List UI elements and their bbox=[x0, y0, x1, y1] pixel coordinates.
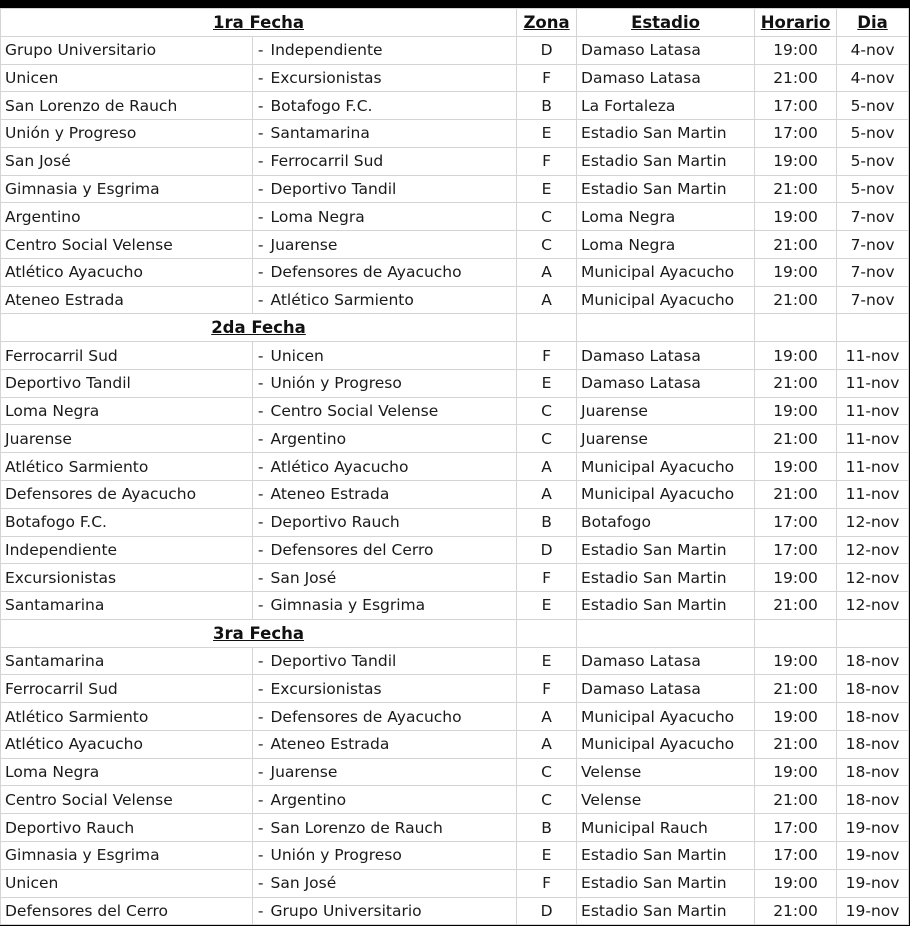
home-team: Santamarina bbox=[1, 592, 253, 620]
home-team: Independiente bbox=[1, 536, 253, 564]
zona: F bbox=[517, 64, 577, 92]
horario: 21:00 bbox=[755, 231, 837, 259]
away-team: San José bbox=[267, 869, 517, 897]
away-team: Loma Negra bbox=[267, 203, 517, 231]
dia: 12-nov bbox=[837, 564, 909, 592]
match-row bbox=[1, 453, 909, 481]
horario: 19:00 bbox=[755, 703, 837, 731]
estadio: Estadio San Martin bbox=[577, 841, 755, 869]
away-team: Defensores de Ayacucho bbox=[267, 258, 517, 286]
horario: 19:00 bbox=[755, 869, 837, 897]
horario: 19:00 bbox=[755, 647, 837, 675]
zona: E bbox=[517, 369, 577, 397]
dia: 18-nov bbox=[837, 647, 909, 675]
zona: E bbox=[517, 647, 577, 675]
fixture-sheet bbox=[0, 8, 908, 924]
home-team: Botafogo F.C. bbox=[1, 508, 253, 536]
vs-separator: - bbox=[253, 36, 267, 64]
estadio: Municipal Ayacucho bbox=[577, 286, 755, 314]
match-row bbox=[1, 647, 909, 675]
away-team: Defensores del Cerro bbox=[267, 536, 517, 564]
estadio: Juarense bbox=[577, 397, 755, 425]
dia: 7-nov bbox=[837, 231, 909, 259]
horario: 17:00 bbox=[755, 814, 837, 842]
match-row bbox=[1, 175, 909, 203]
away-team: Santamarina bbox=[267, 120, 517, 148]
vs-separator: - bbox=[253, 425, 267, 453]
estadio: Botafogo bbox=[577, 508, 755, 536]
round-title: 2da Fecha bbox=[1, 314, 517, 342]
estadio: Velense bbox=[577, 786, 755, 814]
match-row bbox=[1, 92, 909, 120]
horario: 19:00 bbox=[755, 203, 837, 231]
dia: 18-nov bbox=[837, 675, 909, 703]
match-row bbox=[1, 841, 909, 869]
home-team: Atlético Ayacucho bbox=[1, 730, 253, 758]
home-team: Unión y Progreso bbox=[1, 120, 253, 148]
round-header-row bbox=[1, 9, 909, 37]
away-team: Botafogo F.C. bbox=[267, 92, 517, 120]
home-team: Centro Social Velense bbox=[1, 786, 253, 814]
zona: A bbox=[517, 481, 577, 509]
zona: A bbox=[517, 730, 577, 758]
zona: E bbox=[517, 175, 577, 203]
zona: E bbox=[517, 592, 577, 620]
home-team: Loma Negra bbox=[1, 397, 253, 425]
vs-separator: - bbox=[253, 120, 267, 148]
zona: F bbox=[517, 869, 577, 897]
match-row bbox=[1, 703, 909, 731]
estadio: Velense bbox=[577, 758, 755, 786]
match-row bbox=[1, 397, 909, 425]
match-row bbox=[1, 564, 909, 592]
away-team: San José bbox=[267, 564, 517, 592]
match-row bbox=[1, 425, 909, 453]
dia: 11-nov bbox=[837, 342, 909, 370]
header-dia: Dia bbox=[837, 9, 909, 37]
home-team: Santamarina bbox=[1, 647, 253, 675]
zona: C bbox=[517, 397, 577, 425]
zona: B bbox=[517, 508, 577, 536]
dia: 11-nov bbox=[837, 425, 909, 453]
away-team: Deportivo Tandil bbox=[267, 175, 517, 203]
away-team: Excursionistas bbox=[267, 64, 517, 92]
empty-cell bbox=[755, 314, 837, 342]
home-team: Ferrocarril Sud bbox=[1, 675, 253, 703]
dia: 7-nov bbox=[837, 258, 909, 286]
away-team: Atlético Ayacucho bbox=[267, 453, 517, 481]
dia: 7-nov bbox=[837, 203, 909, 231]
zona: A bbox=[517, 286, 577, 314]
vs-separator: - bbox=[253, 508, 267, 536]
away-team: Unión y Progreso bbox=[267, 369, 517, 397]
vs-separator: - bbox=[253, 64, 267, 92]
vs-separator: - bbox=[253, 203, 267, 231]
horario: 21:00 bbox=[755, 897, 837, 925]
match-row bbox=[1, 258, 909, 286]
vs-separator: - bbox=[253, 92, 267, 120]
fixture-table bbox=[0, 8, 909, 925]
horario: 17:00 bbox=[755, 92, 837, 120]
estadio: Damaso Latasa bbox=[577, 342, 755, 370]
vs-separator: - bbox=[253, 175, 267, 203]
horario: 19:00 bbox=[755, 36, 837, 64]
dia: 11-nov bbox=[837, 397, 909, 425]
away-team: Ferrocarril Sud bbox=[267, 147, 517, 175]
away-team: Unicen bbox=[267, 342, 517, 370]
away-team: Ateneo Estrada bbox=[267, 730, 517, 758]
vs-separator: - bbox=[253, 564, 267, 592]
match-row bbox=[1, 730, 909, 758]
dia: 19-nov bbox=[837, 814, 909, 842]
estadio: Damaso Latasa bbox=[577, 675, 755, 703]
zona: E bbox=[517, 841, 577, 869]
home-team: Ferrocarril Sud bbox=[1, 342, 253, 370]
vs-separator: - bbox=[253, 231, 267, 259]
match-row bbox=[1, 36, 909, 64]
dia: 7-nov bbox=[837, 286, 909, 314]
vs-separator: - bbox=[253, 592, 267, 620]
home-team: San José bbox=[1, 147, 253, 175]
horario: 21:00 bbox=[755, 64, 837, 92]
dia: 18-nov bbox=[837, 786, 909, 814]
home-team: Defensores del Cerro bbox=[1, 897, 253, 925]
estadio: Estadio San Martin bbox=[577, 592, 755, 620]
match-row bbox=[1, 342, 909, 370]
match-row bbox=[1, 481, 909, 509]
horario: 21:00 bbox=[755, 425, 837, 453]
zona: B bbox=[517, 92, 577, 120]
horario: 19:00 bbox=[755, 758, 837, 786]
home-team: Grupo Universitario bbox=[1, 36, 253, 64]
away-team: Defensores de Ayacucho bbox=[267, 703, 517, 731]
estadio: Municipal Ayacucho bbox=[577, 453, 755, 481]
zona: F bbox=[517, 564, 577, 592]
dia: 12-nov bbox=[837, 508, 909, 536]
estadio: Estadio San Martin bbox=[577, 536, 755, 564]
estadio: Loma Negra bbox=[577, 231, 755, 259]
home-team: Atlético Ayacucho bbox=[1, 258, 253, 286]
match-row bbox=[1, 64, 909, 92]
zona: F bbox=[517, 147, 577, 175]
estadio: Municipal Ayacucho bbox=[577, 703, 755, 731]
estadio: Estadio San Martin bbox=[577, 564, 755, 592]
match-row bbox=[1, 897, 909, 925]
home-team: Ateneo Estrada bbox=[1, 286, 253, 314]
estadio: Damaso Latasa bbox=[577, 369, 755, 397]
estadio: Municipal Ayacucho bbox=[577, 730, 755, 758]
estadio: Estadio San Martin bbox=[577, 897, 755, 925]
estadio: Municipal Ayacucho bbox=[577, 481, 755, 509]
estadio: Juarense bbox=[577, 425, 755, 453]
vs-separator: - bbox=[253, 481, 267, 509]
horario: 21:00 bbox=[755, 730, 837, 758]
estadio: Loma Negra bbox=[577, 203, 755, 231]
away-team: Argentino bbox=[267, 786, 517, 814]
round-header-row bbox=[1, 314, 909, 342]
horario: 17:00 bbox=[755, 120, 837, 148]
match-row bbox=[1, 592, 909, 620]
zona: C bbox=[517, 203, 577, 231]
dia: 4-nov bbox=[837, 36, 909, 64]
estadio: Municipal Ayacucho bbox=[577, 258, 755, 286]
home-team: Juarense bbox=[1, 425, 253, 453]
horario: 19:00 bbox=[755, 453, 837, 481]
dia: 19-nov bbox=[837, 869, 909, 897]
vs-separator: - bbox=[253, 369, 267, 397]
dia: 19-nov bbox=[837, 841, 909, 869]
vs-separator: - bbox=[253, 703, 267, 731]
vs-separator: - bbox=[253, 147, 267, 175]
away-team: Atlético Sarmiento bbox=[267, 286, 517, 314]
match-row bbox=[1, 814, 909, 842]
zona: C bbox=[517, 425, 577, 453]
zona: D bbox=[517, 897, 577, 925]
horario: 21:00 bbox=[755, 592, 837, 620]
estadio: Estadio San Martin bbox=[577, 175, 755, 203]
away-team: San Lorenzo de Rauch bbox=[267, 814, 517, 842]
away-team: Juarense bbox=[267, 758, 517, 786]
dia: 5-nov bbox=[837, 147, 909, 175]
round-title: 3ra Fecha bbox=[1, 619, 517, 647]
empty-cell bbox=[837, 619, 909, 647]
away-team: Excursionistas bbox=[267, 675, 517, 703]
estadio: Damaso Latasa bbox=[577, 64, 755, 92]
vs-separator: - bbox=[253, 869, 267, 897]
away-team: Grupo Universitario bbox=[267, 897, 517, 925]
vs-separator: - bbox=[253, 258, 267, 286]
home-team: Atlético Sarmiento bbox=[1, 453, 253, 481]
horario: 17:00 bbox=[755, 536, 837, 564]
round-title: 1ra Fecha bbox=[1, 9, 517, 37]
horario: 19:00 bbox=[755, 397, 837, 425]
zona: C bbox=[517, 231, 577, 259]
home-team: Gimnasia y Esgrima bbox=[1, 175, 253, 203]
estadio: Damaso Latasa bbox=[577, 647, 755, 675]
home-team: Unicen bbox=[1, 64, 253, 92]
vs-separator: - bbox=[253, 841, 267, 869]
empty-cell bbox=[577, 619, 755, 647]
horario: 19:00 bbox=[755, 564, 837, 592]
estadio: Municipal Rauch bbox=[577, 814, 755, 842]
dia: 18-nov bbox=[837, 758, 909, 786]
empty-cell bbox=[517, 619, 577, 647]
dia: 12-nov bbox=[837, 592, 909, 620]
dia: 18-nov bbox=[837, 730, 909, 758]
dia: 19-nov bbox=[837, 897, 909, 925]
vs-separator: - bbox=[253, 647, 267, 675]
horario: 21:00 bbox=[755, 481, 837, 509]
home-team: Loma Negra bbox=[1, 758, 253, 786]
zona: D bbox=[517, 536, 577, 564]
match-row bbox=[1, 369, 909, 397]
match-row bbox=[1, 758, 909, 786]
home-team: Deportivo Rauch bbox=[1, 814, 253, 842]
dia: 5-nov bbox=[837, 92, 909, 120]
match-row bbox=[1, 869, 909, 897]
away-team: Unión y Progreso bbox=[267, 841, 517, 869]
zona: A bbox=[517, 258, 577, 286]
away-team: Argentino bbox=[267, 425, 517, 453]
horario: 21:00 bbox=[755, 175, 837, 203]
vs-separator: - bbox=[253, 286, 267, 314]
empty-cell bbox=[755, 619, 837, 647]
horario: 17:00 bbox=[755, 841, 837, 869]
horario: 21:00 bbox=[755, 786, 837, 814]
home-team: Gimnasia y Esgrima bbox=[1, 841, 253, 869]
dia: 5-nov bbox=[837, 175, 909, 203]
zona: A bbox=[517, 453, 577, 481]
dia: 4-nov bbox=[837, 64, 909, 92]
away-team: Deportivo Rauch bbox=[267, 508, 517, 536]
match-row bbox=[1, 231, 909, 259]
vs-separator: - bbox=[253, 397, 267, 425]
dia: 12-nov bbox=[837, 536, 909, 564]
zona: C bbox=[517, 758, 577, 786]
vs-separator: - bbox=[253, 536, 267, 564]
horario: 21:00 bbox=[755, 675, 837, 703]
dia: 11-nov bbox=[837, 369, 909, 397]
round-header-row bbox=[1, 619, 909, 647]
estadio: La Fortaleza bbox=[577, 92, 755, 120]
away-team: Independiente bbox=[267, 36, 517, 64]
vs-separator: - bbox=[253, 786, 267, 814]
horario: 17:00 bbox=[755, 508, 837, 536]
dia: 18-nov bbox=[837, 703, 909, 731]
vs-separator: - bbox=[253, 758, 267, 786]
estadio: Estadio San Martin bbox=[577, 120, 755, 148]
match-row bbox=[1, 536, 909, 564]
horario: 19:00 bbox=[755, 342, 837, 370]
match-row bbox=[1, 508, 909, 536]
header-zona: Zona bbox=[517, 9, 577, 37]
empty-cell bbox=[837, 314, 909, 342]
vs-separator: - bbox=[253, 342, 267, 370]
home-team: Excursionistas bbox=[1, 564, 253, 592]
home-team: Defensores de Ayacucho bbox=[1, 481, 253, 509]
dia: 5-nov bbox=[837, 120, 909, 148]
zona: F bbox=[517, 342, 577, 370]
estadio: Estadio San Martin bbox=[577, 869, 755, 897]
away-team: Centro Social Velense bbox=[267, 397, 517, 425]
away-team: Deportivo Tandil bbox=[267, 647, 517, 675]
estadio: Estadio San Martin bbox=[577, 147, 755, 175]
horario: 21:00 bbox=[755, 369, 837, 397]
match-row bbox=[1, 286, 909, 314]
zona: D bbox=[517, 36, 577, 64]
vs-separator: - bbox=[253, 730, 267, 758]
match-row bbox=[1, 203, 909, 231]
header-estadio: Estadio bbox=[577, 9, 755, 37]
away-team: Ateneo Estrada bbox=[267, 481, 517, 509]
zona: B bbox=[517, 814, 577, 842]
home-team: Atlético Sarmiento bbox=[1, 703, 253, 731]
vs-separator: - bbox=[253, 897, 267, 925]
dia: 11-nov bbox=[837, 481, 909, 509]
horario: 19:00 bbox=[755, 258, 837, 286]
match-row bbox=[1, 147, 909, 175]
vs-separator: - bbox=[253, 453, 267, 481]
away-team: Juarense bbox=[267, 231, 517, 259]
vs-separator: - bbox=[253, 675, 267, 703]
home-team: Unicen bbox=[1, 869, 253, 897]
home-team: Deportivo Tandil bbox=[1, 369, 253, 397]
horario: 21:00 bbox=[755, 286, 837, 314]
dia: 11-nov bbox=[837, 453, 909, 481]
zona: E bbox=[517, 120, 577, 148]
zona: A bbox=[517, 703, 577, 731]
zona: F bbox=[517, 675, 577, 703]
home-team: Centro Social Velense bbox=[1, 231, 253, 259]
home-team: Argentino bbox=[1, 203, 253, 231]
match-row bbox=[1, 675, 909, 703]
vs-separator: - bbox=[253, 814, 267, 842]
header-horario: Horario bbox=[755, 9, 837, 37]
empty-cell bbox=[517, 314, 577, 342]
home-team: San Lorenzo de Rauch bbox=[1, 92, 253, 120]
match-row bbox=[1, 120, 909, 148]
away-team: Gimnasia y Esgrima bbox=[267, 592, 517, 620]
zona: C bbox=[517, 786, 577, 814]
estadio: Damaso Latasa bbox=[577, 36, 755, 64]
horario: 19:00 bbox=[755, 147, 837, 175]
empty-cell bbox=[577, 314, 755, 342]
match-row bbox=[1, 786, 909, 814]
